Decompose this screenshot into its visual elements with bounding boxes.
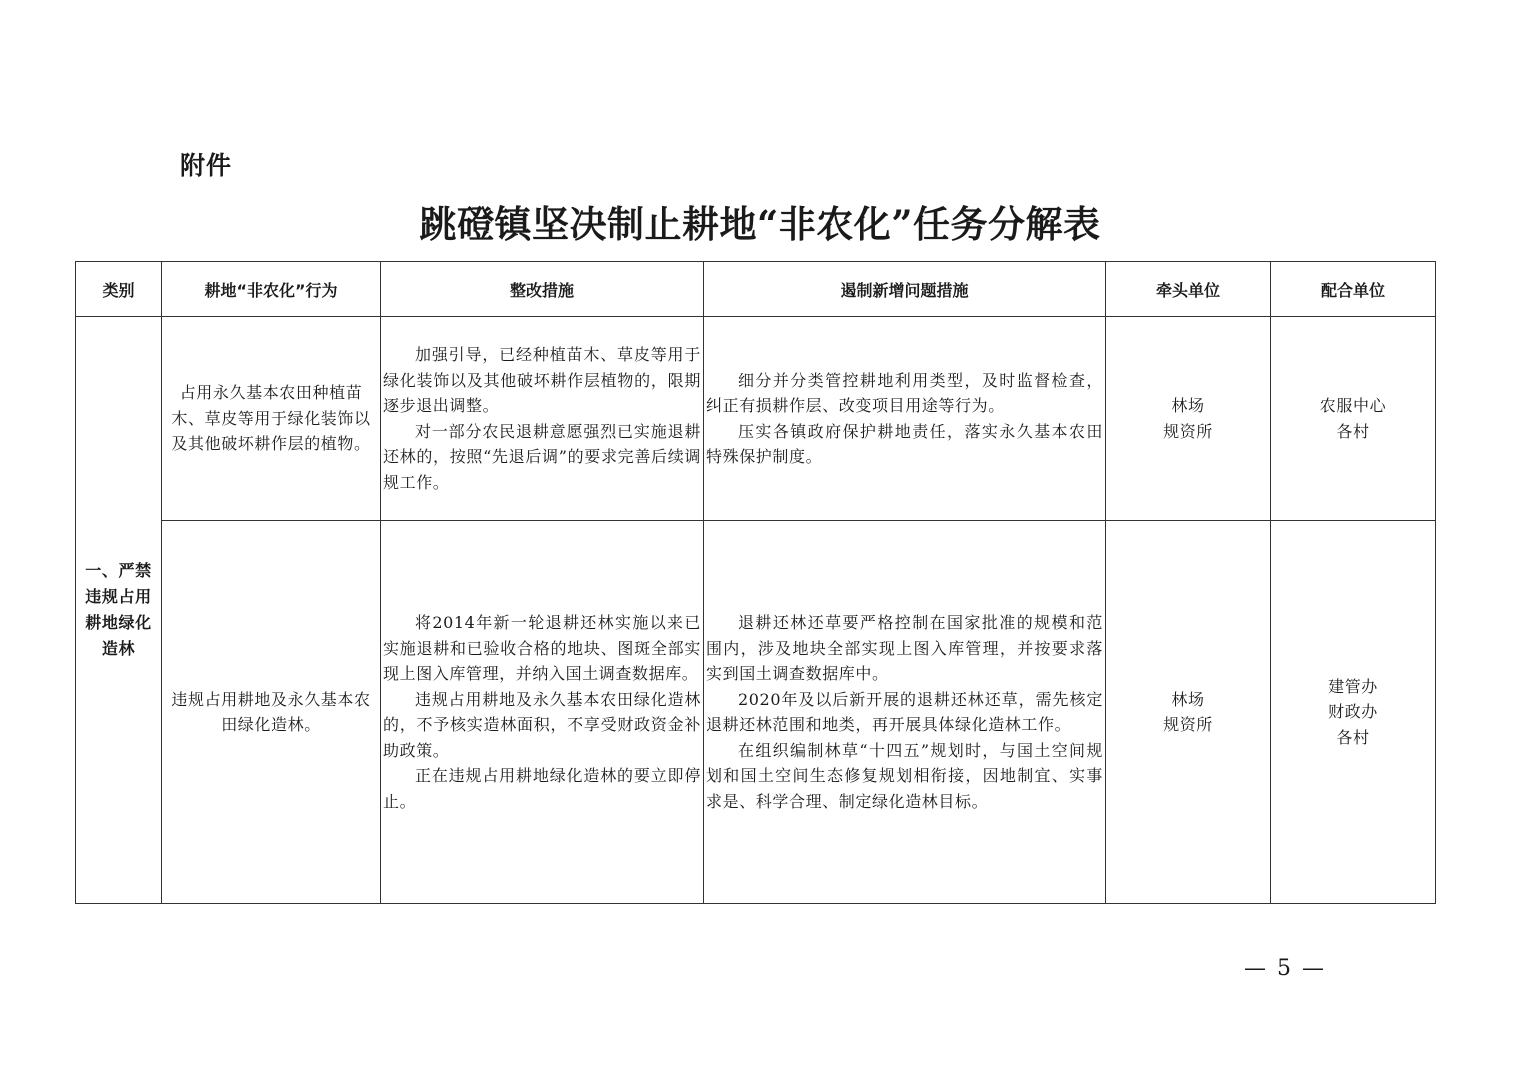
support-unit: 各村 xyxy=(1336,421,1370,441)
rectification-paragraph: 违规占用耕地及永久基本农田绿化造林的，不予核实造林面积，不享受财政资金补助政策。 xyxy=(383,689,701,760)
support-unit-cell xyxy=(1271,521,1436,904)
prevention-cell xyxy=(704,317,1106,521)
header-rectification: 整改措施 xyxy=(381,262,704,317)
support-unit: 建管办 xyxy=(1328,676,1378,696)
rectification-cell xyxy=(381,317,704,521)
header-support-unit: 配合单位 xyxy=(1271,262,1436,317)
prevention-paragraph: 退耕还林还草要严格控制在国家批准的规模和范围内，涉及地块全部实现上图入库管理，并按要求落实到国土调查数据库中。 xyxy=(706,613,1103,683)
prevention-paragraph: 2020年及以后新开展的退耕还林还草，需先核定退耕还林范围和地类，再开展具体绿化造林工作。 xyxy=(706,689,1103,734)
rectification-cell xyxy=(381,521,704,904)
table-row xyxy=(76,521,1436,904)
behavior-cell: 占用永久基本农田种植苗木、草皮等用于绿化装饰以及其他破坏耕作层的植物。 xyxy=(162,317,381,521)
document-title: 跳磴镇坚决制止耕地“非农化”任务分解表 xyxy=(419,202,1101,246)
support-unit: 财政办 xyxy=(1328,702,1378,722)
prevention-paragraph: 细分并分类管控耕地利用类型，及时监督检查，纠正有损耕作层、改变项目用途等行为。 xyxy=(706,370,1103,415)
rectification-paragraph: 加强引导，已经种植苗木、草皮等用于绿化装饰以及其他破坏耕作层植物的，限期逐步退出调整。 xyxy=(383,345,701,415)
prevention-cell xyxy=(704,521,1106,904)
rectification-paragraph: 正在违规占用耕地绿化造林的要立即停止。 xyxy=(383,766,701,811)
lead-unit-cell xyxy=(1106,317,1271,521)
table-row xyxy=(76,317,1436,521)
header-behavior: 耕地“非农化”行为 xyxy=(162,262,381,317)
support-unit: 各村 xyxy=(1336,727,1370,747)
support-unit: 农服中心 xyxy=(1319,396,1387,415)
header-prevention: 遏制新增问题措施 xyxy=(704,262,1106,317)
attachment-label: 附件 xyxy=(180,151,233,180)
page-number: — 5 — xyxy=(1244,956,1326,981)
lead-unit: 林场 xyxy=(1171,396,1205,415)
task-breakdown-table xyxy=(75,261,1436,904)
lead-unit: 规资所 xyxy=(1163,421,1213,441)
rectification-paragraph: 将2014年新一轮退耕还林实施以来已实施退耕和已验收合格的地块、图斑全部实现上图入库管理，并纳入国土调查数据库。 xyxy=(383,613,701,683)
lead-unit: 林场 xyxy=(1171,689,1205,709)
prevention-paragraph: 在组织编制林草“十四五”规划时，与国土空间规划和国土空间生态修复规划相衔接，因地制宜、实事求是、科学合理、制定绿化造林目标。 xyxy=(706,740,1103,811)
table-header-row xyxy=(76,262,1436,317)
behavior-cell: 违规占用耕地及永久基本农田绿化造林。 xyxy=(162,521,381,904)
support-unit-cell xyxy=(1271,317,1436,521)
lead-unit-cell xyxy=(1106,521,1271,904)
prevention-paragraph: 压实各镇政府保护耕地责任，落实永久基本农田特殊保护制度。 xyxy=(706,421,1103,466)
category-cell: 一、严禁违规占用耕地绿化造林 xyxy=(76,317,162,904)
header-category: 类别 xyxy=(76,262,162,317)
lead-unit: 规资所 xyxy=(1163,715,1213,734)
rectification-paragraph: 对一部分农民退耕意愿强烈已实施退耕还林的，按照“先退后调”的要求完善后续调规工作。 xyxy=(383,421,701,492)
header-lead-unit: 牵头单位 xyxy=(1106,262,1271,317)
